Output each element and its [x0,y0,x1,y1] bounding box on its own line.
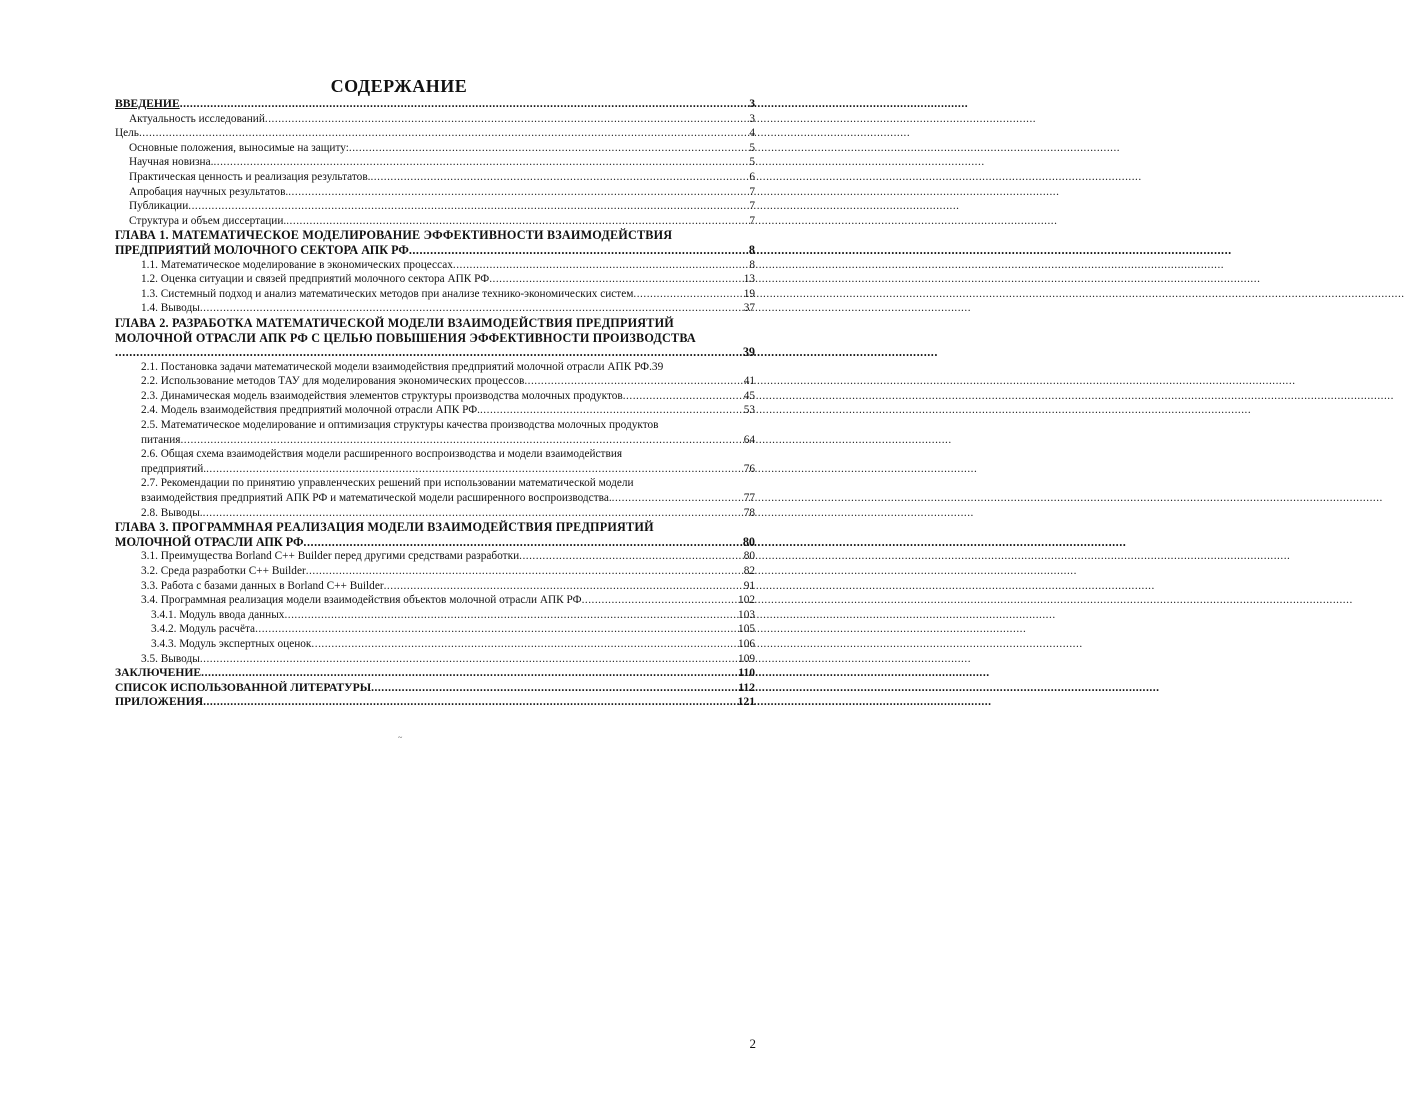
leader-dots [180,97,750,112]
toc-label: 3.4.3. Модуль экспертных оценок [151,637,312,650]
toc-label: СПИСОК ИСПОЛЬЗОВАННОЙ ЛИТЕРАТУРЫ [115,680,372,694]
toc-entry-1-4[interactable] [115,301,755,316]
toc-label: МОЛОЧНОЙ ОТРАСЛИ АПК РФ [115,534,304,549]
leader-dots [370,170,749,185]
leader-dots [255,622,738,637]
leader-dots [633,287,743,302]
leader-dots [612,491,744,506]
toc-label: взаимодействия предприятий АПК РФ и математической модели расширенного воспроизводства. [141,492,612,505]
toc-entry-1-1[interactable] [115,258,755,273]
toc-entry-2-3[interactable] [115,389,755,404]
toc-entry-chapter-3[interactable] [115,535,755,550]
toc-entry-2-7[interactable] [115,491,755,506]
toc-entry-2-1[interactable] [115,360,755,375]
toc-page: 76 [743,462,755,475]
leader-dots [203,506,744,521]
leader-dots [200,652,738,667]
toc-page: 77 [743,492,755,505]
toc-page: 13 [743,273,755,286]
toc-label: 1.3. Системный подход и анализ математических методов при анализе технико-экономических систем [141,287,634,300]
toc-page: 103 [738,608,755,621]
toc-entry-3-2[interactable] [115,564,755,579]
toc-entry-publications[interactable] [115,199,755,214]
toc-label: 3.1. Преимущества Borland C++ Builder перед другими средствами разработки [141,550,520,563]
toc-entry-relevance[interactable] [115,112,755,127]
toc-page: 110 [738,666,755,680]
leader-dots [286,214,749,229]
toc-page: 39 [651,360,664,373]
toc-page: 105 [738,623,755,636]
toc-entry-2-5[interactable] [115,433,755,448]
toc-page: 7 [749,200,755,213]
toc-page: 80 [743,550,755,563]
toc-label: 2.3. Динамическая модель взаимодействия элементов структуры производства молочных продуктов [141,389,623,402]
leader-dots [200,301,744,316]
toc-entry-novelty[interactable] [115,155,755,170]
leader-dots [519,549,744,564]
toc-entry-approbation[interactable] [115,185,755,200]
leader-dots [453,258,749,273]
stray-scan-mark: ~ [398,733,403,742]
table-of-contents [115,97,755,710]
leader-dots [349,141,749,156]
toc-label: ПРЕДПРИЯТИЙ МОЛОЧНОГО СЕКТОРА АПК РФ [115,242,409,257]
toc-page: 53 [743,404,755,417]
toc-page: 3 [749,97,755,110]
leader-dots [139,126,749,141]
toc-entry-2-7-line1: 2.7. Рекомендации по принятию управленческих решений при использовании математической модели [141,477,634,490]
toc-label: 3.3. Работа с базами данных в Borland C++ Builder [141,579,384,592]
leader-dots [206,462,744,477]
toc-entry-3-3[interactable] [115,579,755,594]
leader-dots [371,681,738,696]
chapter-2-heading-line2: МОЛОЧНОЙ ОТРАСЛИ АПК РФ С ЦЕЛЬЮ ПОВЫШЕНИЯ ЭФФЕКТИВНОСТИ ПРОИЗВОДСТВА [115,330,696,345]
toc-entry-intro[interactable] [115,97,755,112]
toc-label: 3.4.1. Модуль ввода данных [151,608,285,621]
toc-entry-structure[interactable] [115,214,755,229]
page-title: СОДЕРЖАНИЕ [330,76,468,96]
toc-page: 7 [749,185,755,198]
leader-dots [623,389,744,404]
leader-dots [284,608,738,623]
toc-label: 2.1. Постановка задачи математической модели взаимодействия предприятий молочной отрасли АПК РФ. [141,360,652,373]
toc-entry-2-6-line1: 2.6. Общая схема взаимодействия модели расширенного воспроизводства и модели взаимодействия [141,448,623,461]
toc-label: Структура и объем диссертации. [129,214,287,227]
toc-entry-chapter-2[interactable] [115,345,755,360]
toc-label: Цель [115,127,139,140]
leader-dots [409,243,749,258]
toc-entry-2-8[interactable] [115,506,755,521]
toc-label: ЗАКЛЮЧЕНИЕ [115,666,202,680]
toc-page: 8 [748,242,755,257]
chapter-1-heading-line1: ГЛАВА 1. МАТЕМАТИЧЕСКОЕ МОДЕЛИРОВАНИЕ ЭФФЕКТИВНОСТИ ВЗАИМОДЕЙСТВИЯ [115,228,673,243]
toc-entry-references[interactable] [115,681,755,696]
toc-entry-3-4-3[interactable] [115,637,755,652]
toc-page: 78 [743,506,755,519]
toc-entry-2-5-line1: 2.5. Математическое моделирование и оптимизация структуры качества производства молочных продуктов [141,419,659,432]
toc-page: 37 [743,302,755,315]
toc-entry-2-2[interactable] [115,374,755,389]
toc-page: 45 [743,389,755,402]
toc-label: 3.5. Выводы [141,652,200,665]
toc-page: 82 [743,565,755,577]
toc-label: Основные положения, выносимые на защиту: [129,141,349,154]
toc-page: 5 [749,156,755,169]
leader-dots [489,272,744,287]
toc-entry-1-2[interactable] [115,272,755,287]
toc-entry-3-4-1[interactable] [115,608,755,623]
toc-label: ПРИЛОЖЕНИЯ [115,695,204,709]
toc-entry-3-5[interactable] [115,652,755,667]
leader-dots [480,403,744,418]
toc-label: 1.2. Оценка ситуации и связей предприятий молочного сектора АПК РФ [141,273,490,286]
toc-entry-goal[interactable] [115,126,755,141]
toc-label: Научная новизна. [129,156,214,169]
page-number: 2 [749,1036,756,1051]
toc-page: 4 [749,127,755,140]
toc-label: 1.4. Выводы [141,302,200,315]
toc-label: 3.2. Среда разработки C++ Builder [141,565,306,577]
toc-label: 2.2. Использование методов ТАУ для моделирования экономических процессов [141,375,525,388]
toc-label: Практическая ценность и реализация результатов. [129,170,371,183]
toc-label: 1.1. Математическое моделирование в экономических процессах [141,258,453,271]
toc-entry-chapter-1[interactable] [115,243,755,258]
leader-dots [213,155,749,170]
leader-dots [201,666,738,681]
toc-entry-3-4-2[interactable] [115,622,755,637]
toc-entry-conclusion[interactable] [115,666,755,681]
leader-dots [582,593,738,608]
leader-dots [188,199,749,214]
toc-entry-practical[interactable] [115,170,755,185]
leader-dots [180,433,743,448]
toc-label: 3.4.2. Модуль расчёта [151,623,256,636]
leader-dots [303,535,742,550]
toc-entry-3-1[interactable] [115,549,755,564]
toc-page: 19 [743,287,755,300]
toc-page: 5 [749,141,755,154]
toc-page: 7 [749,214,755,227]
toc-entry-1-3[interactable] [115,287,755,302]
toc-page: 6 [749,170,755,183]
toc-page: 121 [737,695,755,709]
toc-entry-2-6[interactable] [115,462,755,477]
toc-label: предприятий. [141,462,207,475]
leader-dots [524,374,743,389]
toc-label: 2.4. Модель взаимодействия предприятий молочной отрасли АПК РФ. [141,404,480,417]
toc-entry-appendix[interactable] [115,695,755,710]
leader-dots [288,185,749,200]
toc-label: питания [141,433,181,446]
leader-dots [306,564,744,579]
toc-page: 102 [738,594,755,607]
toc-label: 3.4. Программная реализация модели взаимодействия объектов молочной отрасли АПК РФ [141,594,582,607]
leader-dots [265,112,749,127]
toc-entry-3-4[interactable] [115,593,755,608]
toc-page: 91 [743,579,755,592]
toc-page: 3 [749,112,755,125]
toc-label: Апробация научных результатов. [129,185,289,198]
toc-page: 41 [743,375,755,388]
leader-dots [115,345,743,360]
toc-label: ВВЕДЕНИЕ [115,97,180,110]
chapter-2-heading-line1: ГЛАВА 2. РАЗРАБОТКА МАТЕМАТИЧЕСКОЙ МОДЕЛИ ВЗАИМОДЕЙСТВИЯ ПРЕДПРИЯТИЙ [115,315,674,330]
toc-page: 64 [743,433,755,446]
toc-page: 109 [738,652,755,665]
toc-label: Актуальность исследований [129,112,265,125]
toc-label: 2.8. Выводы. [141,506,203,519]
leader-dots [384,579,744,594]
toc-entry-2-4[interactable] [115,403,755,418]
toc-page: 106 [738,637,755,650]
leader-dots [311,637,738,652]
toc-label: Публикации [129,200,189,213]
toc-page: 39 [742,345,755,360]
toc-page: 112 [738,680,755,694]
chapter-3-heading-line1: ГЛАВА 3. ПРОГРАММНАЯ РЕАЛИЗАЦИЯ МОДЕЛИ ВЗАИМОДЕЙСТВИЯ ПРЕДПРИЯТИЙ [115,520,654,535]
toc-entry-provisions[interactable] [115,141,755,156]
leader-dots [203,695,738,710]
toc-page: 8 [749,258,755,271]
toc-page: 80 [742,534,755,549]
